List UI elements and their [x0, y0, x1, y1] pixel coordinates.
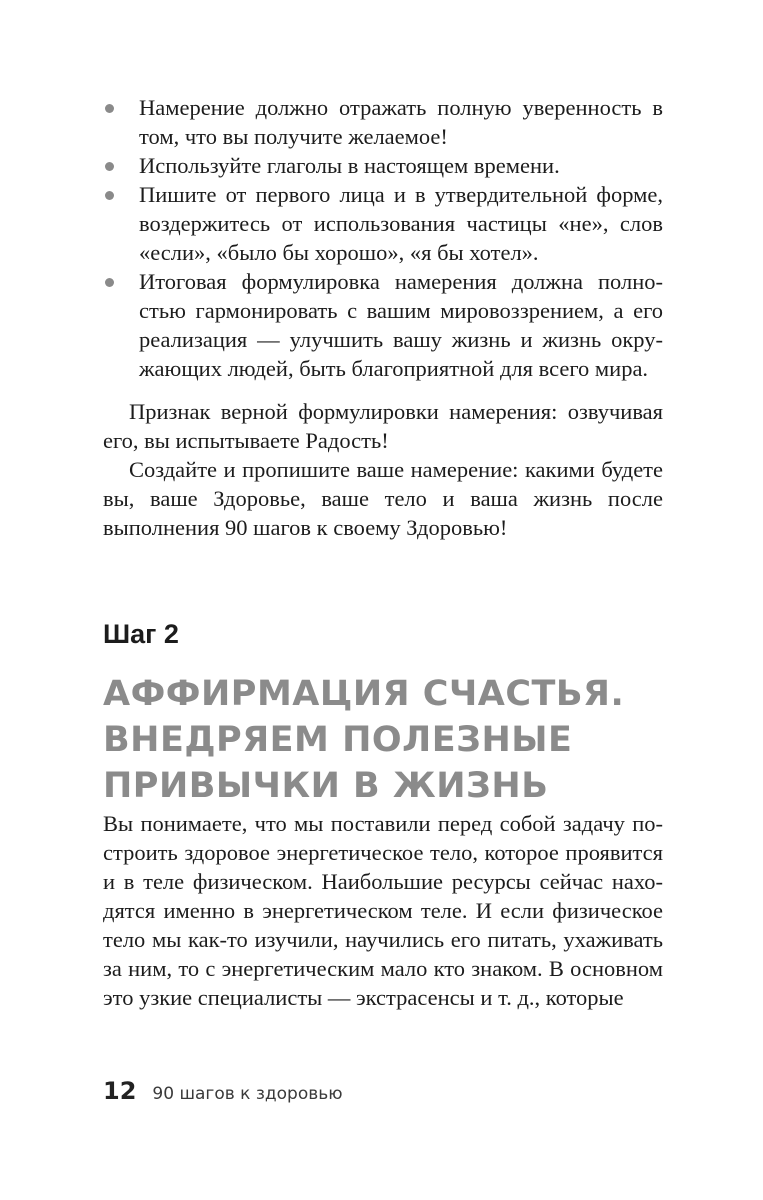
- bullet-list: [103, 93, 663, 383]
- bullet-text: Используйте глаголы в настоящем времени.: [139, 153, 560, 178]
- paragraph: Признак верной формулировки намерения: озвучивая его, вы испытываете Радость!: [103, 399, 663, 453]
- bullet-item: [103, 93, 663, 151]
- bullet-dot-icon: [105, 191, 114, 200]
- paragraph: Создайте и пропишите ваше намерение: какими будете вы, ваше Здоровье, ваше тело и ваша жизнь после выполнения 90 шагов к своему Здоровью!: [103, 457, 663, 540]
- page-content: [103, 93, 663, 1012]
- bullet-dot-icon: [105, 278, 114, 287]
- page-footer: [103, 1077, 343, 1105]
- running-title: 90 шагов к здоровью: [152, 1084, 343, 1104]
- bullet-item: [103, 180, 663, 267]
- body-paragraph: Вы понимаете, что мы поставили перед собой задачу построить здоровое энергетическое тело, которое проявится и в теле физическом. Наибольшие ресурсы сейчас находятся именно в энергетическом теле. И если физическое тело мы как-то изучили, научились его питать, ухаживать за ним, то с энергетическим мало кто знаком. В основном это узкие специалисты — экстрасенсы и т. д., которые: [103, 811, 663, 1010]
- bullet-text: Намерение должно отражать полную уверенность в том, что вы получите желаемое!: [139, 95, 663, 149]
- bullet-text: Пишите от первого лица и в утвердительной форме, воздержитесь от использования частицы «не», слов «если», «было бы хорошо», «я бы хотел».: [139, 182, 663, 265]
- chapter-title-line: ПРИВЫЧКИ В ЖИЗНЬ: [103, 766, 549, 806]
- bullet-text: Итоговая формулировка намерения должна полностью гармонировать с вашим мировоззрением, а его реализация — улучшить вашу жизнь и жизнь окружающих людей, быть благоприятной для всего мира.: [139, 269, 663, 381]
- step-label: Шаг 2: [103, 619, 179, 649]
- chapter-title-line: ВНЕДРЯЕМ ПОЛЕЗНЫЕ: [103, 720, 573, 760]
- chapter-title: [103, 671, 663, 809]
- chapter-title-line: АФФИРМАЦИЯ СЧАСТЬЯ.: [103, 674, 625, 714]
- bullet-dot-icon: [105, 162, 114, 171]
- page-number: 12: [103, 1077, 137, 1105]
- bullet-dot-icon: [105, 104, 114, 113]
- bullet-item: [103, 267, 663, 383]
- bullet-item: [103, 151, 663, 180]
